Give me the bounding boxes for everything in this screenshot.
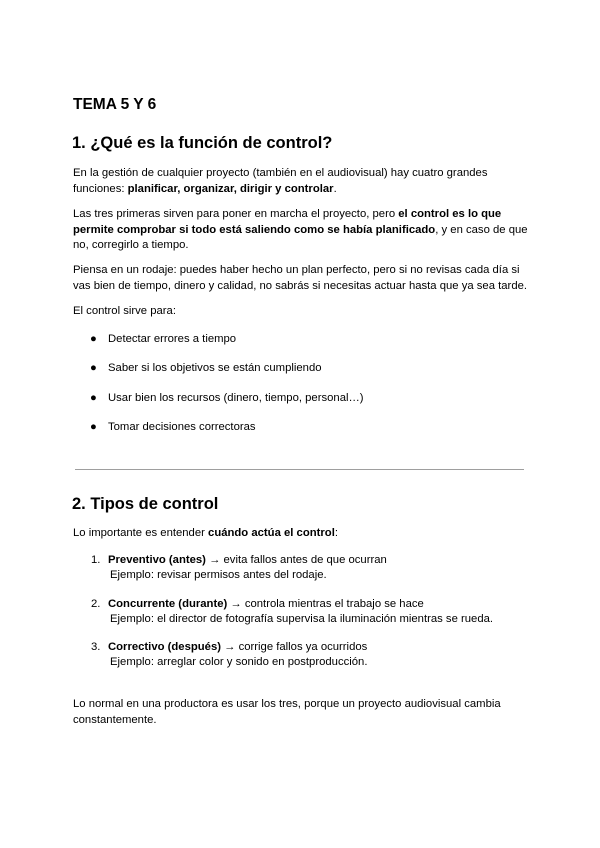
bullet-icon: ● [90,333,97,345]
section-1-heading: 1. ¿Qué es la función de control? [72,134,333,152]
bullet-icon: ● [90,421,97,433]
bold-text: el control es lo que permite comprobar si todo está saliendo como se había planificado [73,208,502,236]
item-example: Ejemplo: el director de fotografía supervisa la iluminación mientras se rueda. [110,613,494,625]
bullet-text: Tomar decisiones correctoras [108,421,256,433]
section-2-closing: Lo normal en una productora es usar los tres, porque un proyecto audiovisual cambia constantemente. [73,698,501,726]
text-run: : [334,527,338,539]
text-run: , y en caso de que no, corregirlo a tiempo. [73,223,528,251]
document-title: TEMA 5 Y 6 [73,96,157,113]
item-title: Preventivo (antes) [108,554,206,566]
item-number: 2. [91,598,101,610]
item-line [108,553,387,568]
bold-text: planificar, organizar, dirigir y controlar [127,182,334,195]
section-2-intro [73,526,533,542]
text-run: . [333,182,337,195]
section-1-paragraph-4: El control sirve para: [73,305,176,317]
item-description: → controla mientras el trabajo se hace [227,598,424,610]
bullet-text: Saber si los objetivos se están cumpliendo [108,362,322,374]
text-run: En la gestión de cualquier proyecto (también en el audiovisual) hay cuatro grandes funciones: [73,167,488,195]
item-example: Ejemplo: revisar permisos antes del rodaje. [110,569,327,581]
item-title: Correctivo (después) [108,641,221,653]
item-description: → corrige fallos ya ocurridos [221,641,368,653]
item-number: 1. [91,554,101,566]
bold-text: cuándo actúa el control [208,527,335,539]
section-1-paragraph-1 [73,166,533,197]
item-line [108,597,424,612]
text-run: Lo importante es entender [73,527,209,539]
item-description: → evita fallos antes de que ocurran [205,554,387,566]
item-title: Concurrente (durante) [108,598,228,610]
bullet-text: Detectar errores a tiempo [108,333,237,345]
text-run: Las tres primeras sirven para poner en marcha el proyecto, pero [73,208,399,220]
bullet-icon: ● [90,392,97,404]
bullet-icon: ● [90,362,97,374]
item-example: Ejemplo: arreglar color y sonido en postproducción. [110,656,368,668]
section-1-paragraph-2 [73,207,533,254]
item-line [108,640,367,655]
bullet-text: Usar bien los recursos (dinero, tiempo, personal…) [108,392,364,404]
horizontal-divider [75,469,524,470]
section-2-heading: 2. Tipos de control [72,495,219,513]
item-number: 3. [91,641,101,653]
section-1-paragraph-3: Piensa en un rodaje: puedes haber hecho un plan perfecto, pero si no revisas cada día si vas bien de tiempo, dinero y calidad, no sabrás si necesitas actuar hasta que ya sea tarde. [73,264,528,292]
